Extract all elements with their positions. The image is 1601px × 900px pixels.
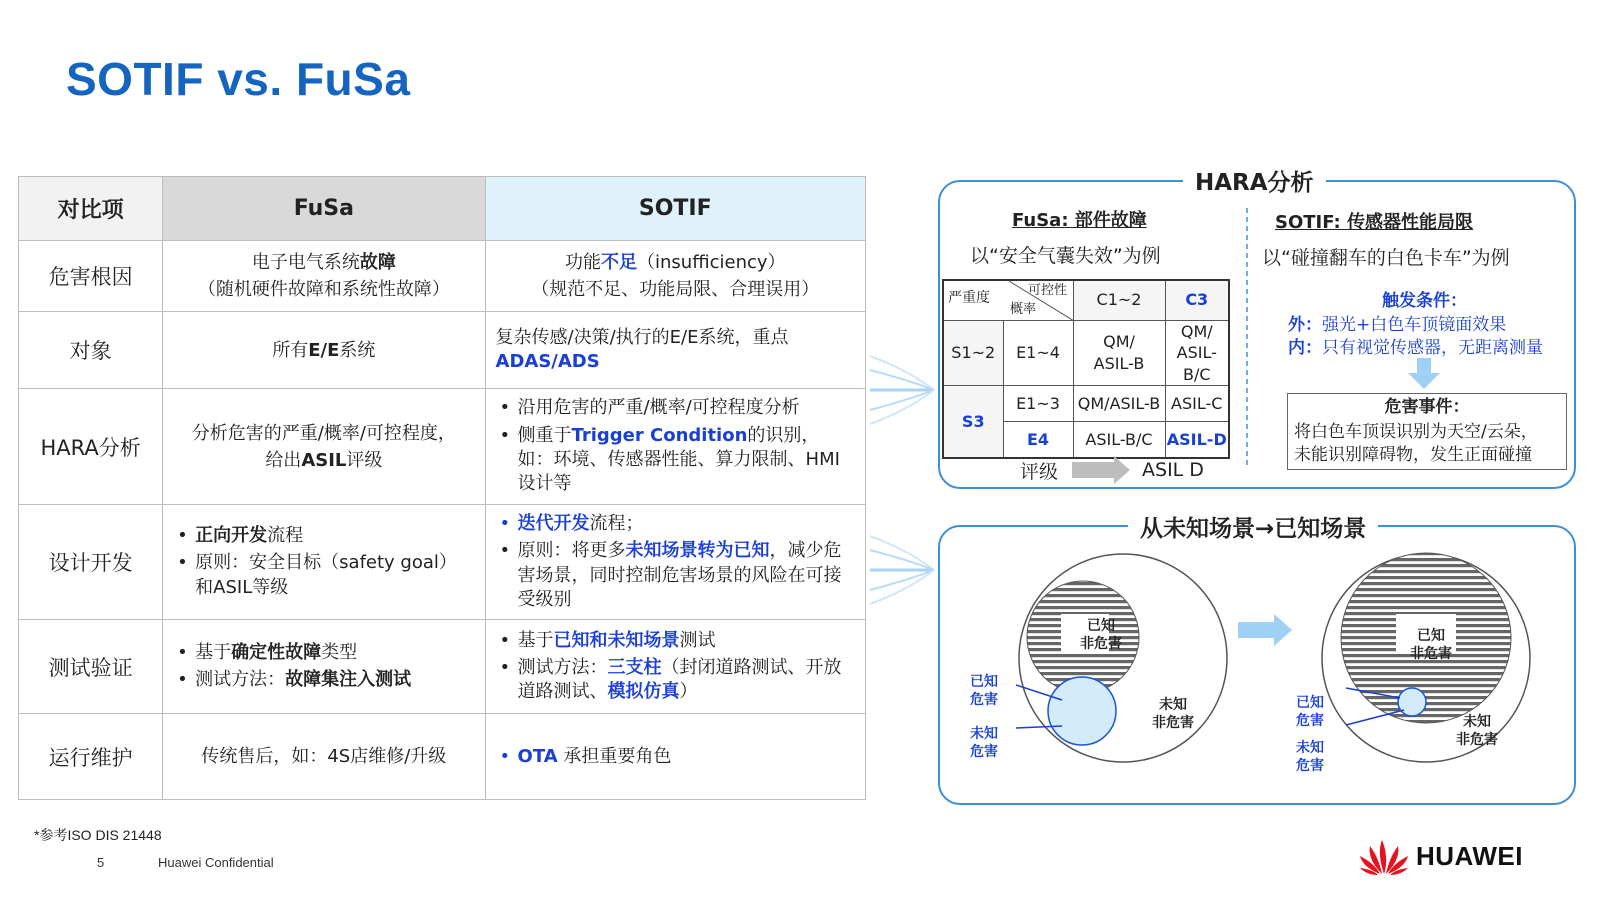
connector-arrow-top [868,350,938,430]
cell-fusa: 所有E/E系统 [163,312,485,389]
row-label: 测试验证 [19,620,163,714]
brand-name: HUAWEI [1416,840,1523,871]
rating-label: 评级 [1020,460,1059,483]
matrix-e4: E4 [1003,422,1073,458]
header-item: 对比项 [19,177,163,241]
table-row [19,312,866,389]
matrix-s3: S3 [943,386,1003,458]
hara-panel-title: HARA分析 [1183,164,1326,197]
cell-sotif: 功能不足（insufficiency） （规范不足、功能局限、合理误用） [485,241,865,312]
matrix-cell: QM/ ASIL-B/C [1165,320,1229,386]
asil-matrix [942,279,1230,459]
down-arrow-icon [1408,358,1440,390]
matrix-cell: QM/ ASIL-B [1073,320,1165,386]
cell-fusa: • 基于确定性故障类型 • 测试方法：故障集注入测试 [163,620,485,714]
matrix-corner: 严重度 可控性 概率 [943,280,1073,320]
cell-fusa: 电子电气系统故障 （随机硬件故障和系统性故障） [163,241,485,312]
sotif-example: 以“碰撞翻车的白色卡车”为例 [1262,247,1510,269]
table-row [19,241,866,312]
cell-sotif: • 基于已知和未知场景测试 • 测试方法：三支柱（封闭道路测试、开放道路测试、模拟仿真） [485,620,865,714]
trigger-internal: 内：只有视觉传感器，无距离测量 [1288,338,1543,358]
matrix-cell: ASIL-B/C [1073,422,1165,458]
huawei-petal-icon [1358,836,1410,876]
page-number: 5 [97,855,105,870]
fusa-subtitle: FuSa: 部件故障 [1012,210,1147,231]
matrix-cell: QM/ASIL-B [1073,386,1165,422]
table-row [19,505,866,620]
trigger-title: 触发条件： [1382,291,1467,311]
matrix-e14: E1~4 [1003,320,1073,386]
label-known-hazard: 已知 危害 [1296,695,1324,729]
scenario-panel-title: 从未知场景→已知场景 [1128,510,1378,543]
label-unknown-safe: 未知 非危害 [1152,697,1194,731]
matrix-c12: C1~2 [1073,280,1165,320]
label-unknown-hazard: 未知 危害 [1296,740,1324,774]
label-unknown-hazard: 未知 危害 [970,726,998,760]
right-arrow-icon [1238,614,1292,646]
label-known-safe: 已知 非危害 [1080,618,1122,652]
reference-note: *参考ISO DIS 21448 [34,827,162,843]
cell-sotif: • 沿用危害的严重/概率/可控程度分析 • 侧重于Trigger Condition的识别，如：环境、传感器性能、算力限制、HMI设计等 [485,389,865,505]
table-row [19,389,866,505]
label-unknown-safe: 未知 非危害 [1456,714,1498,748]
confidential-label: Huawei Confidential [158,855,274,870]
matrix-cell: ASIL-C [1165,386,1229,422]
huawei-logo [1358,836,1523,876]
header-fusa: FuSa [163,177,485,241]
table-header-row [19,177,866,241]
cell-sotif: 复杂传感/决策/执行的E/E系统，重点 ADAS/ADS [485,312,865,389]
rating-row [1020,456,1204,484]
cell-sotif: • 迭代开发流程； • 原则：将更多未知场景转为已知，减少危害场景，同时控制危害场景的风险在可接受级别 [485,505,865,620]
cell-sotif: • OTA 承担重要角色 [485,714,865,800]
trigger-external: 外：强光+白色车顶镜面效果 [1288,315,1507,335]
row-label: 运行维护 [19,714,163,800]
table-row [19,714,866,800]
row-label: 设计开发 [19,505,163,620]
cell-fusa: 分析危害的严重/概率/可控程度， 给出ASIL评级 [163,389,485,505]
label-known-hazard: 已知 危害 [970,674,998,708]
header-sotif: SOTIF [485,177,865,241]
label-known-safe: 已知 非危害 [1410,628,1452,662]
connector-arrow-bottom [868,530,938,610]
table-row [19,620,866,714]
matrix-c3: C3 [1165,280,1229,320]
comparison-table [18,176,866,800]
fusa-example: 以“安全气囊失效”为例 [970,245,1161,267]
matrix-asil-d: ASIL-D [1165,422,1229,458]
divider-dashed [1245,208,1249,468]
rating-value: ASIL D [1142,459,1204,481]
hazard-title: 危害事件： [1384,397,1470,417]
matrix-s12: S1~2 [943,320,1003,386]
left-venn [1016,554,1227,762]
cell-fusa: 传统售后，如：4S店维修/升级 [163,714,485,800]
row-label: HARA分析 [19,389,163,505]
scenario-diagram [938,540,1576,805]
row-label: 危害根因 [19,241,163,312]
hazard-event-box: 危害事件： 将白色车顶误识别为天空/云朵， 未能识别障碍物，发生正面碰撞 [1287,393,1567,470]
sotif-subtitle: SOTIF: 传感器性能局限 [1275,212,1474,233]
row-label: 对象 [19,312,163,389]
page-title: SOTIF vs. FuSa [66,53,411,105]
right-arrow-icon [1072,462,1114,478]
cell-fusa: • 正向开发流程 • 原则：安全目标（safety goal）和ASIL等级 [163,505,485,620]
matrix-e13: E1~3 [1003,386,1073,422]
